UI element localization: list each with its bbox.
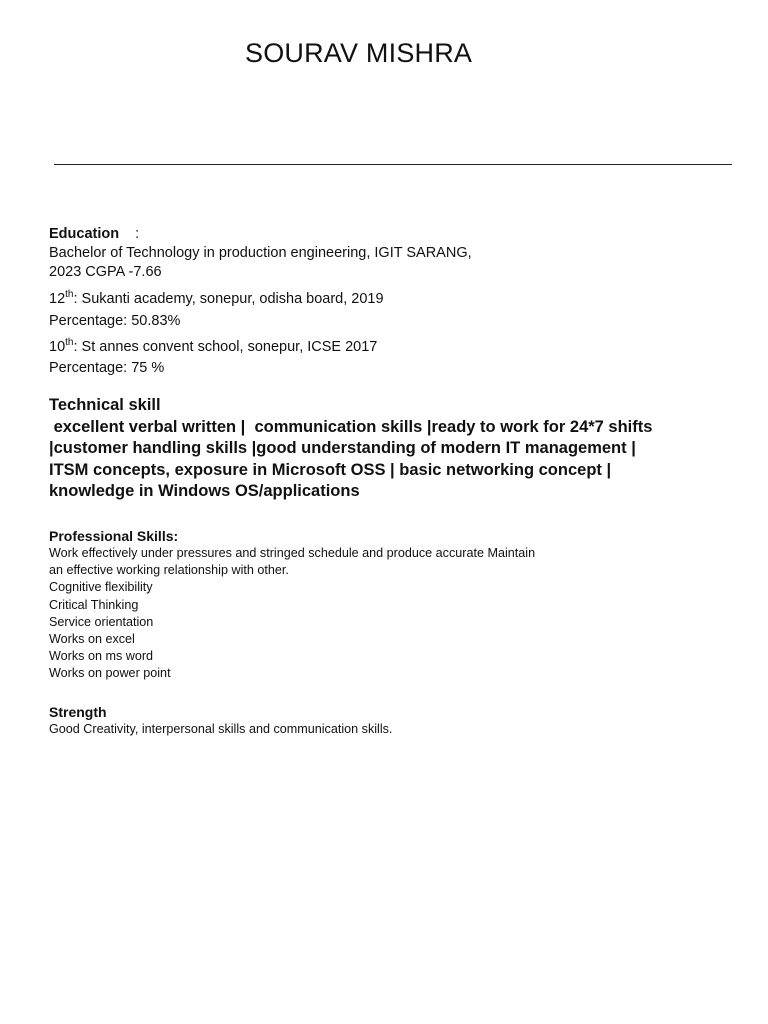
header-divider: [54, 164, 732, 165]
professional-skill-item: Service orientation: [49, 614, 154, 629]
professional-skills-section: [49, 527, 739, 683]
professional-skill-item: Works on ms word: [49, 649, 154, 664]
tenth-number: 10: [49, 339, 66, 355]
tenth-line: [49, 338, 377, 357]
candidate-name: SOURAV MISHRA: [245, 38, 473, 68]
twelfth-superscript: th: [65, 289, 74, 300]
professional-skill-item: Works on excel: [49, 632, 135, 647]
technical-skill-heading: Technical skill: [49, 396, 161, 414]
professional-skill-line: Work effectively under pressures and stringed schedule and produce accurate Maintain: [49, 546, 536, 560]
twelfth-details: : Sukanti academy, sonepur, odisha board, 2019: [73, 291, 384, 307]
twelfth-line: [49, 290, 384, 309]
education-colon: :: [135, 226, 140, 242]
technical-skill-line: |customer handling skills |good understanding of modern IT management |: [49, 439, 636, 458]
strength-heading: Strength: [49, 704, 107, 720]
professional-skills-heading: Professional Skills:: [49, 528, 179, 544]
professional-skill-item: Works on power point: [49, 666, 171, 681]
technical-skill-section: [49, 395, 739, 503]
technical-skill-line: ITSM concepts, exposure in Microsoft OSS | basic networking concept |: [49, 460, 612, 479]
degree-line-1: Bachelor of Technology in production engineering, IGIT SARANG,: [49, 245, 472, 261]
professional-skill-item: Cognitive flexibility: [49, 580, 153, 595]
professional-skill-item: Critical Thinking: [49, 597, 139, 612]
education-heading: Education: [49, 226, 120, 242]
strength-text: Good Creativity, interpersonal skills and communication skills.: [49, 722, 393, 736]
technical-skill-line: excellent verbal written | communication skills |ready to work for 24*7 shifts: [49, 417, 653, 436]
degree-line-2: 2023 CGPA -7.66: [49, 264, 162, 280]
tenth-percentage: Percentage: 75 %: [49, 360, 165, 376]
tenth-details: : St annes convent school, sonepur, ICSE 2017: [73, 339, 378, 355]
strength-section: [49, 703, 739, 738]
twelfth-percentage: Percentage: 50.83%: [49, 313, 181, 329]
education-heading-row: [49, 225, 139, 243]
twelfth-number: 12: [49, 291, 66, 307]
tenth-superscript: th: [65, 337, 74, 348]
professional-skill-line: an effective working relationship with other.: [49, 563, 289, 578]
technical-skill-line: knowledge in Windows OS/applications: [49, 482, 360, 501]
